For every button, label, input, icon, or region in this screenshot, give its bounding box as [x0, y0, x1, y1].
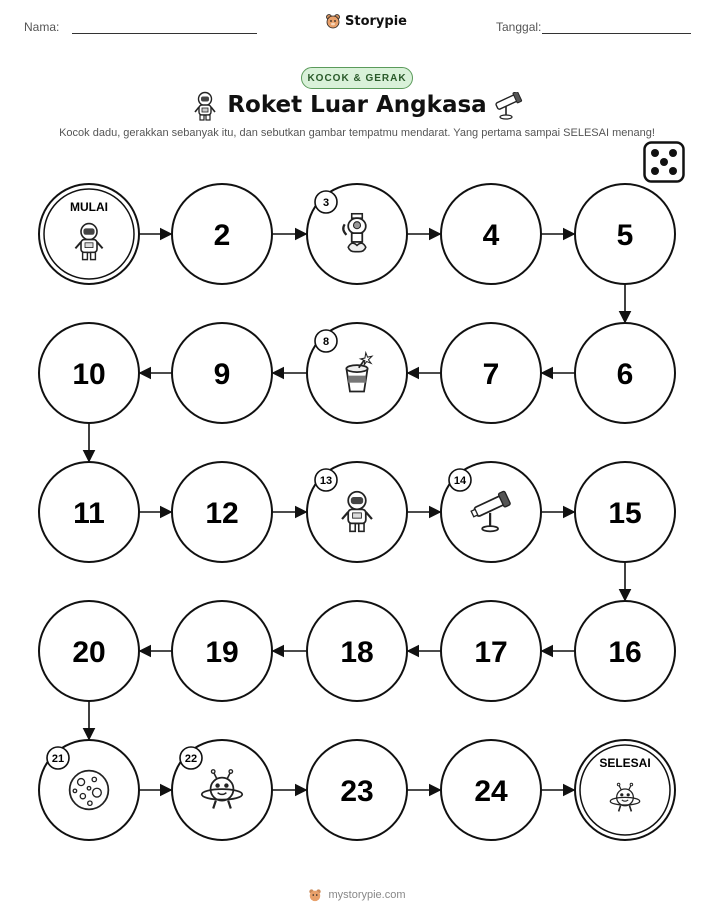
space-number: 6 — [616, 358, 634, 391]
space-number: 12 — [205, 497, 239, 530]
space-number: 18 — [340, 636, 374, 669]
page-title: Roket Luar Angkasa — [227, 92, 487, 118]
board-space-20 — [39, 601, 139, 701]
board-space-9 — [172, 323, 272, 423]
board-space-21 — [39, 740, 139, 840]
board-space-8 — [307, 323, 407, 423]
space-number: 5 — [616, 219, 634, 252]
board-spaces — [39, 184, 675, 840]
space-number: 7 — [482, 358, 500, 391]
board-space-7 — [441, 323, 541, 423]
brand-name: Storypie — [345, 13, 407, 29]
board-space-24 — [441, 740, 541, 840]
moon-icon — [70, 771, 109, 810]
board-space-10 — [39, 323, 139, 423]
start-label: MULAI — [70, 200, 108, 214]
space-number-badge: 13 — [319, 475, 333, 487]
finish-label: SELESAI — [599, 756, 651, 770]
board-space-2 — [172, 184, 272, 284]
space-number: 4 — [482, 219, 500, 252]
space-number: 11 — [73, 497, 105, 530]
footer-url: mystorypie.com — [328, 889, 406, 901]
board-space-1 — [39, 184, 139, 284]
board-space-3 — [307, 184, 407, 284]
space-number: 9 — [213, 358, 231, 391]
space-number: 17 — [474, 636, 508, 669]
board-space-12 — [172, 462, 272, 562]
board-space-16 — [575, 601, 675, 701]
space-number: 24 — [474, 775, 508, 808]
board-space-19 — [172, 601, 272, 701]
board-space-22 — [172, 740, 272, 840]
instructions: Kocok dadu, gerakkan sebanyak itu, dan sebutkan gambar tempatmu mendarat. Yang pertama sampai SELESAI menang! — [59, 127, 655, 139]
board-space-11 — [39, 462, 139, 562]
space-number: 10 — [72, 358, 106, 391]
board-space-13 — [307, 462, 407, 562]
space-number: 19 — [205, 636, 239, 669]
space-number: 23 — [340, 775, 374, 808]
board-space-18 — [307, 601, 407, 701]
space-number: 16 — [608, 636, 642, 669]
space-number-badge: 8 — [322, 336, 330, 348]
board-space-14 — [441, 462, 541, 562]
space-number: 2 — [213, 219, 231, 252]
footer — [0, 888, 714, 902]
space-number: 15 — [608, 497, 642, 530]
space-number-badge: 3 — [322, 197, 330, 209]
space-number: 20 — [72, 636, 106, 669]
board-space-25 — [575, 740, 675, 840]
board-space-6 — [575, 323, 675, 423]
board-space-17 — [441, 601, 541, 701]
space-number-badge: 21 — [51, 753, 65, 765]
activity-badge: KOCOK & GERAK — [301, 67, 413, 89]
bear-logo-icon — [308, 888, 322, 902]
space-number-badge: 22 — [184, 753, 198, 765]
date-label: Tanggal: — [496, 20, 542, 34]
board-space-23 — [307, 740, 407, 840]
board-space-15 — [575, 462, 675, 562]
space-number-badge: 14 — [453, 475, 467, 487]
name-label: Nama: — [24, 20, 60, 34]
board-space-4 — [441, 184, 541, 284]
board-space-5 — [575, 184, 675, 284]
